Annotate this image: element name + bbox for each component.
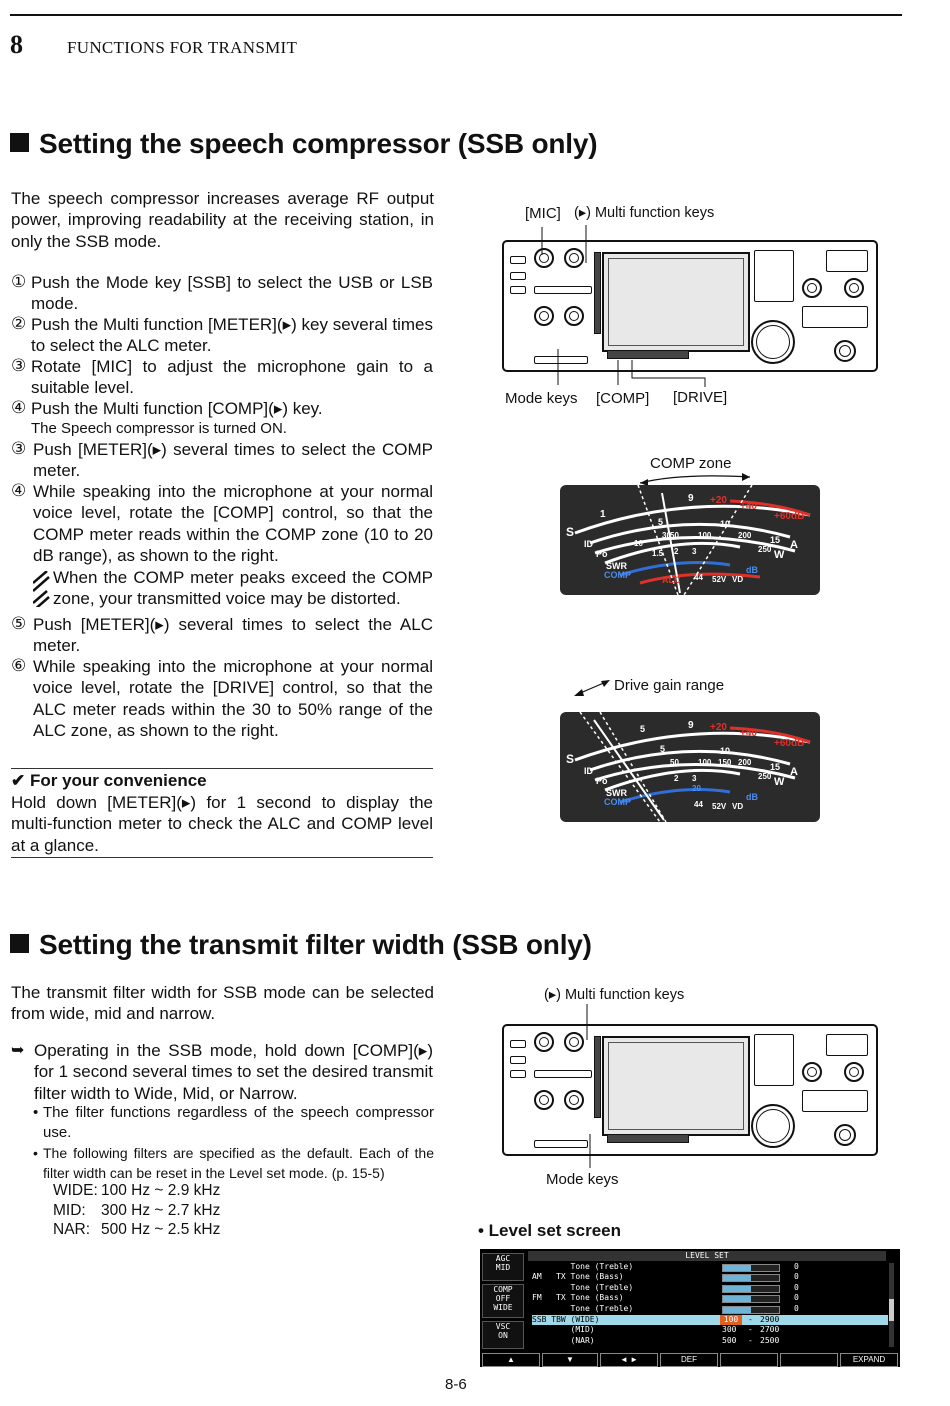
filter-item: MID: 300 Hz ~ 2.7 kHz — [53, 1201, 221, 1219]
filter-list — [53, 1181, 220, 1240]
ssb-tbw-nar-row[interactable]: (NAR) 500 - 2500 — [532, 1335, 780, 1345]
level-row[interactable]: Tone (Treble) 0 — [532, 1303, 799, 1313]
keypad — [802, 306, 868, 328]
meter-a-label: A — [790, 539, 798, 551]
meter-po-label: Po — [596, 549, 608, 559]
convenience-bottom-rule — [11, 857, 433, 858]
meter-tick: 100 — [698, 531, 712, 540]
square-bullet-icon — [10, 133, 29, 152]
meter-tick: +20 — [710, 495, 727, 506]
drive-range-arrow — [570, 672, 620, 702]
knob — [834, 340, 856, 362]
meter-swr-label: SWR — [606, 561, 627, 571]
radio-display — [602, 1036, 750, 1136]
meter-comp-label: COMP — [604, 570, 631, 580]
section1-steps — [11, 272, 433, 742]
blank-button[interactable] — [720, 1353, 778, 1367]
page-number: 8-6 — [445, 1376, 467, 1393]
knob — [802, 1062, 822, 1082]
meter-tick: 10 — [634, 539, 643, 548]
keypad — [754, 250, 794, 302]
mode-keys-label: Mode keys — [546, 1171, 619, 1188]
meter-tick: 5 — [658, 517, 664, 527]
comp-label: [COMP] — [596, 390, 650, 407]
filter-item: NAR: 500 Hz ~ 2.5 kHz — [53, 1221, 221, 1238]
meter-tick: 44 — [694, 800, 703, 809]
ssb-tbw-wide-row[interactable]: SSB TBW (WIDE) 100 - 2900 — [532, 1315, 888, 1325]
meter-tick: +60dB — [774, 738, 805, 749]
square-bullet-icon — [10, 934, 29, 953]
level-row[interactable]: Tone (Treble) 0 — [532, 1282, 799, 1292]
step-note: The Speech compressor is turned ON. — [31, 420, 287, 437]
knob — [802, 278, 822, 298]
keypad — [826, 250, 868, 272]
alc-meter-display — [560, 712, 820, 822]
header-rule — [10, 14, 902, 16]
keypad — [826, 1034, 868, 1056]
meter-tick: 44 — [694, 573, 703, 582]
meter-tick: +20 — [710, 722, 727, 733]
meter-tick: 150 — [718, 758, 732, 767]
knob — [834, 1124, 856, 1146]
meter-tick: 5 — [660, 744, 666, 754]
meter-tick: +40 — [740, 501, 757, 512]
meter-tick: 10 — [720, 746, 731, 756]
panel-button — [510, 1070, 526, 1078]
chapter-title: FUNCTIONS FOR TRANSMIT — [67, 38, 298, 57]
vsc-button[interactable]: VSC ON — [482, 1321, 524, 1349]
meter-tick: 9 — [688, 720, 694, 731]
meter-swr-label: SWR — [606, 788, 627, 798]
section1-heading: Setting the speech compressor (SSB only) — [10, 128, 597, 160]
meter-tick: 200 — [738, 758, 752, 767]
level-row[interactable]: AM TX Tone (Bass) 0 — [532, 1272, 799, 1282]
mic-label: [MIC] — [525, 205, 561, 222]
main-dial — [751, 1104, 795, 1148]
expand-button[interactable]: EXPAND — [840, 1353, 898, 1367]
drive-range-label: Drive gain range — [614, 677, 725, 694]
meter-tick: 15 — [770, 535, 781, 545]
meter-a-label: A — [790, 766, 798, 778]
step: ④ Push the Multi function [COMP](▸) key. — [11, 398, 323, 418]
multi-keys-label: (▸) Multi function keys — [574, 205, 715, 221]
meter-tick: 2 — [674, 774, 679, 783]
keypad — [754, 1034, 794, 1086]
meter-tick: 52V — [712, 575, 727, 584]
multi-keys-label: (▸) Multi function keys — [544, 987, 685, 1003]
mode-keys-label: Mode keys — [505, 390, 578, 407]
caution-note: When the COMP meter peaks exceed the COMP zone, your transmitted voice may be distorted. — [11, 567, 433, 614]
bullet-item: • The filter functions regardless of the speech compressor use. — [33, 1104, 434, 1141]
meter-tick: 250 — [758, 772, 772, 781]
def-button[interactable]: DEF — [660, 1353, 718, 1367]
comp-zone-label: COMP zone — [650, 455, 732, 472]
drive-label: [DRIVE] — [673, 389, 728, 406]
section2-step: ➥ Operating in the SSB mode, hold down [COMP](▸) for 1 second several times to set the desired transmit filter width to Wide, Mid, or Narrow. — [11, 1041, 433, 1103]
diagram1-leader-lines — [500, 215, 740, 395]
section1-intro: The speech compressor increases average RF output power, improving readability at the receiving station, in only the SSB mode. — [11, 189, 434, 251]
agc-button[interactable]: AGC MID — [482, 1253, 524, 1281]
meter-tick: 1 — [600, 509, 606, 520]
step: ① Push the Mode key [SSB] to select the USB or LSB mode. — [11, 272, 433, 314]
main-dial — [751, 320, 795, 364]
step: ④ While speaking into the microphone at your normal voice level, rotate the [COMP] control, so that the COMP meter reads within the COMP zone (10 to 20 dB range), as shown to the right. — [11, 481, 433, 565]
meter-po-label: Po — [596, 776, 608, 786]
meter-tick: 9 — [688, 493, 694, 504]
diagram2-leader-lines — [560, 1000, 620, 1172]
meter-tick: +40 — [740, 728, 757, 739]
level-row[interactable]: FM TX Tone (Bass) 0 — [532, 1293, 799, 1303]
level-set-screen — [480, 1249, 900, 1367]
meter-tick: 30 — [662, 531, 671, 540]
meter-comp-label: COMP — [604, 797, 631, 807]
meter-tick: 3 — [692, 774, 697, 783]
radio-front-panel — [502, 1024, 878, 1156]
step: ③ Rotate [MIC] to adjust the microphone gain to a suitable level. — [11, 356, 433, 398]
ssb-tbw-mid-row[interactable]: (MID) 300 - 2700 — [532, 1325, 780, 1334]
meter-tick: 200 — [738, 531, 752, 540]
comp-meter-display — [560, 485, 820, 595]
convenience-top-rule — [11, 768, 433, 769]
knob — [534, 1032, 554, 1052]
meter-tick: 50 — [670, 531, 679, 540]
bullet-item: • The following filters are specified as the default. Each of the filter width can be reset in the Level set mode. (p. 15-5) — [33, 1145, 434, 1181]
level-row[interactable]: Tone (Treble) 0 — [532, 1262, 799, 1271]
meter-tick: 52V — [712, 802, 727, 811]
caution-hatch-icon — [33, 571, 51, 607]
level-set-caption: • Level set screen — [478, 1221, 621, 1240]
panel-button — [510, 1056, 526, 1064]
meter-tick: 100 — [698, 758, 712, 767]
meter-tick: 15 — [770, 762, 781, 772]
meter-w-label: W — [774, 776, 785, 788]
convenience-title: ✔ For your convenience — [11, 771, 207, 790]
blank-button[interactable] — [780, 1353, 838, 1367]
meter-vd-label: VD — [732, 802, 744, 811]
down-button[interactable]: ▼ — [542, 1353, 598, 1367]
up-button[interactable]: ▲ — [482, 1353, 540, 1367]
step: ⑤ Push [METER](▸) several times to select the ALC meter. — [11, 614, 433, 656]
meter-alc-label: ALC — [662, 575, 681, 585]
scrollbar-thumb[interactable] — [889, 1299, 894, 1321]
section2-heading: Setting the transmit filter width (SSB only) — [10, 929, 592, 961]
meter-tick: 20 — [692, 784, 701, 793]
meter-tick: 250 — [758, 545, 772, 554]
meter-id-label: ID — [584, 539, 593, 549]
meter-s-label: S — [566, 752, 575, 766]
filter-item: WIDE: 100 Hz ~ 2.9 kHz — [53, 1182, 221, 1199]
meter-tick: +60dB — [774, 511, 805, 522]
meter-s-label: S — [566, 525, 575, 539]
arrow-icon: ➥ — [11, 1042, 25, 1059]
section2-intro: The transmit filter width for SSB mode can be selected from wide, mid and narrow. — [11, 983, 434, 1024]
step: ⑥ While speaking into the microphone at your normal voice level, rotate the [DRIVE] control, so that the ALC meter reads within the 30 to 50% range of the ALC zone, as shown to the right. — [11, 656, 433, 740]
convenience-text: Hold down [METER](▸) for 1 second to display the multi-function meter to check the ALC and COMP level at a glance. — [11, 793, 433, 855]
meter-db-label: dB — [746, 565, 758, 575]
meter-tick: 50 — [670, 758, 679, 767]
step: ③ Push [METER](▸) several times to select the COMP meter. — [11, 439, 433, 481]
step: ② Push the Multi function [METER](▸) key several times to select the ALC meter. — [11, 314, 433, 356]
level-set-title: LEVEL SET — [528, 1251, 886, 1261]
keypad — [802, 1090, 868, 1112]
knob — [844, 1062, 864, 1082]
section2-bullets — [33, 1103, 434, 1183]
meter-db-label: dB — [746, 792, 758, 802]
meter-w-label: W — [774, 549, 785, 561]
meter-tick: 2 — [674, 547, 679, 556]
meter-tick: 3 — [692, 547, 697, 556]
left-right-button[interactable]: ◄ ► — [600, 1353, 658, 1367]
scrollbar[interactable] — [889, 1263, 894, 1347]
chapter-number: 8 — [10, 30, 23, 59]
comp-button[interactable]: COMP OFF WIDE — [482, 1284, 524, 1318]
meter-vd-label: VD — [732, 575, 744, 584]
meter-tick: 5 — [640, 724, 646, 734]
meter-tick: 10 — [720, 519, 731, 529]
knob — [534, 1090, 554, 1110]
knob — [844, 278, 864, 298]
meter-id-label: ID — [584, 766, 593, 776]
panel-button — [510, 1040, 526, 1048]
meter-tick: 1.5 — [652, 549, 664, 558]
